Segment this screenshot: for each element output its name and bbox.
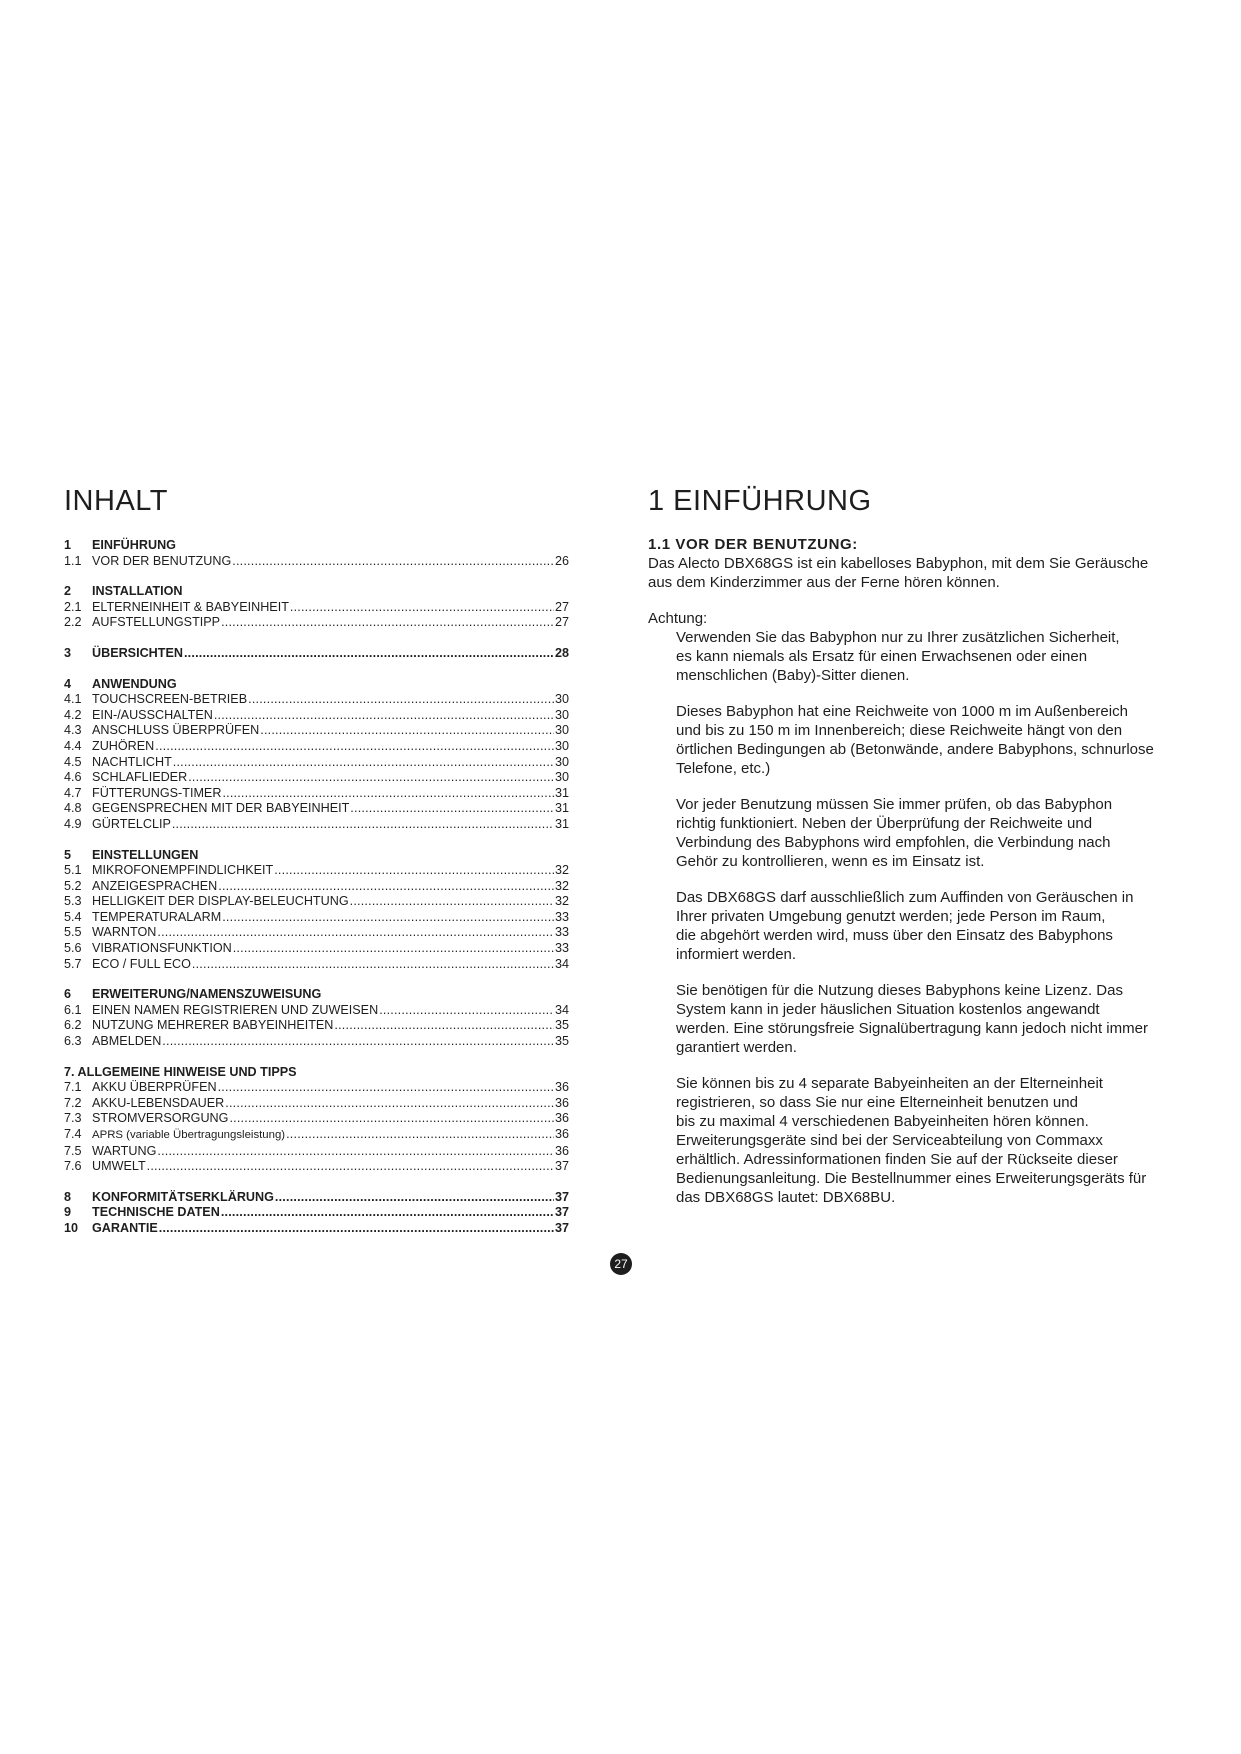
toc-page: 35: [554, 1018, 569, 1033]
toc-leader-dots: [222, 786, 554, 802]
paragraph-line: Ihrer privaten Umgebung genutzt werden; jede Person im Raum,: [676, 908, 1106, 925]
toc-leader-dots: [173, 755, 554, 771]
toc-number: 7.1: [64, 1080, 82, 1095]
toc-page: 36: [554, 1095, 569, 1110]
paragraph-line: und bis zu 150 m im Innenbereich; diese Reichweite hängt von den: [676, 722, 1123, 739]
paragraph-line: Telefone, etc.): [676, 760, 771, 777]
toc-leader-dots: [162, 1034, 554, 1050]
toc-section-heading: [64, 848, 569, 864]
paragraph-line: Erweiterungsgeräte sind bei der Serviceabteilung von Commaxx: [676, 1132, 1103, 1149]
toc-label: KONFORMITÄTSERKLÄRUNG: [92, 1189, 274, 1204]
toc-leader-dots: [379, 1003, 554, 1019]
toc-label: AKKU ÜBERPRÜFEN: [92, 1080, 217, 1095]
toc-page: 35: [554, 1034, 569, 1049]
toc-chapter-entry: [64, 1221, 569, 1237]
intro-line: Das Alecto DBX68GS ist ein kabelloses Babyphon, mit dem Sie Geräusche: [648, 555, 1149, 572]
toc-number: 4.4: [64, 738, 82, 753]
toc-chapter-entry: [64, 1190, 569, 1206]
toc-page: 34: [554, 956, 569, 971]
toc-label: ANWENDUNG: [92, 676, 177, 691]
toc-section: [64, 1065, 569, 1175]
toc-number: 5.7: [64, 956, 82, 971]
toc-label: AKKU-LEBENSDAUER: [92, 1095, 225, 1110]
toc-number: 5.2: [64, 878, 82, 893]
introduction-section: [648, 484, 1188, 1224]
toc-entry: [64, 1144, 569, 1160]
toc-sections: [64, 538, 569, 1237]
toc-number: 4.1: [64, 692, 82, 707]
toc-label: APRS (variable Übertragungsleistung): [92, 1129, 286, 1141]
toc-number: 5.4: [64, 909, 82, 924]
table-of-contents: [64, 484, 569, 1237]
toc-number: 10: [64, 1220, 79, 1235]
toc-section-heading: [64, 538, 569, 554]
toc-label: ANSCHLUSS ÜBERPRÜFEN: [92, 723, 260, 738]
toc-label: GARANTIE: [92, 1220, 158, 1235]
toc-leader-dots: [229, 1111, 554, 1127]
toc-entry: [64, 723, 569, 739]
toc-section: [64, 538, 569, 569]
toc-number: 5: [64, 847, 72, 862]
toc-number: 2: [64, 584, 72, 599]
toc-page: 36: [554, 1143, 569, 1158]
toc-leader-dots: [222, 910, 554, 926]
toc-label: GEGENSPRECHEN MIT DER BABYEINHEIT: [92, 801, 350, 816]
toc-page: 33: [554, 941, 569, 956]
toc-label: ANZEIGESPRACHEN: [92, 878, 218, 893]
toc-leader-dots: [275, 1190, 554, 1206]
toc-number: 7.2: [64, 1095, 82, 1110]
toc-entry: [64, 1034, 569, 1050]
paragraph-line: System kann in jeder häuslichen Situation kostenlos angewandt: [676, 1001, 1100, 1018]
notice-paragraph: [676, 888, 1188, 964]
toc-section-heading: [64, 987, 569, 1003]
toc-section: [64, 646, 569, 662]
toc-number: 6: [64, 987, 72, 1002]
toc-page: 30: [554, 738, 569, 753]
achtung-label: Achtung:: [648, 610, 708, 627]
toc-label: EINFÜHRUNG: [92, 538, 176, 552]
toc-label: 7. ALLGEMEINE HINWEISE UND TIPPS: [64, 1064, 297, 1079]
toc-page: 37: [554, 1189, 569, 1204]
page-number-badge: 27: [610, 1253, 632, 1275]
toc-label: STROMVERSORGUNG: [92, 1111, 229, 1126]
toc-page: 27: [554, 615, 569, 630]
toc-page: 33: [554, 925, 569, 940]
toc-entry: [64, 1003, 569, 1019]
toc-number: 4.8: [64, 801, 82, 816]
toc-section: [64, 584, 569, 631]
toc-number: 6.2: [64, 1018, 82, 1033]
toc-number: 4.2: [64, 707, 82, 722]
toc-page: 37: [554, 1220, 569, 1235]
toc-number: 4.3: [64, 723, 82, 738]
paragraph-line: Bedienungsanleitung. Die Bestellnummer eines Erweiterungsgeräts für: [676, 1170, 1147, 1187]
toc-leader-dots: [232, 554, 554, 570]
toc-leader-dots: [248, 692, 554, 708]
paragraph-line: bis zu maximal 4 verschiedenen Babyeinheiten hören können.: [676, 1113, 1089, 1130]
toc-leader-dots: [334, 1018, 554, 1034]
toc-label: UMWELT: [92, 1159, 146, 1174]
toc-page: 33: [554, 909, 569, 924]
toc-label: SCHLAFLIEDER: [92, 770, 188, 785]
toc-number: 2.2: [64, 615, 82, 630]
toc-leader-dots: [218, 879, 554, 895]
toc-number: 1.1: [64, 553, 82, 568]
toc-number: 4.9: [64, 816, 82, 831]
toc-leader-dots: [159, 1221, 554, 1237]
toc-page: 30: [554, 692, 569, 707]
toc-label: VIBRATIONSFUNKTION: [92, 941, 232, 956]
paragraph-line: Sie benötigen für die Nutzung dieses Babyphons keine Lizenz. Das: [676, 982, 1123, 999]
notice-paragraph: [676, 628, 1188, 685]
toc-page: 30: [554, 723, 569, 738]
toc-page: 30: [554, 770, 569, 785]
toc-entry: [64, 708, 569, 724]
toc-entry: [64, 600, 569, 616]
toc-label: TECHNISCHE DATEN: [92, 1205, 220, 1220]
toc-section: [64, 848, 569, 973]
toc-page: 32: [554, 863, 569, 878]
toc-label: TOUCHSCREEN-BETRIEB: [92, 692, 248, 707]
notice-paragraph: [676, 702, 1188, 778]
paragraph-line: Dieses Babyphon hat eine Reichweite von 1000 m im Außenbereich: [676, 703, 1128, 720]
paragraph-line: Sie können bis zu 4 separate Babyeinheiten an der Elterneinheit: [676, 1075, 1103, 1092]
toc-label: ELTERNEINHEIT & BABYEINHEIT: [92, 599, 289, 614]
toc-entry: [64, 739, 569, 755]
toc-number: 7.4: [64, 1127, 82, 1141]
toc-number: 4: [64, 676, 72, 691]
toc-number: 6.1: [64, 1002, 82, 1017]
toc-entry: [64, 554, 569, 570]
subsection-title: 1.1 VOR DER BENUTZUNG:: [648, 536, 858, 553]
toc-label: NACHTLICHT: [92, 754, 172, 769]
toc-number: 6.3: [64, 1034, 82, 1049]
toc-leader-dots: [188, 770, 554, 786]
toc-number: 2.1: [64, 599, 82, 614]
toc-page: 27: [554, 599, 569, 614]
toc-number: 5.1: [64, 863, 82, 878]
toc-label: INSTALLATION: [92, 584, 183, 599]
toc-number: 7.5: [64, 1143, 82, 1158]
paragraph-line: richtig funktioniert. Neben der Überprüfung der Reichweite und: [676, 815, 1093, 832]
paragraph-line: es kann niemals als Ersatz für einen Erwachsenen oder einen: [676, 648, 1088, 665]
toc-leader-dots: [274, 863, 554, 879]
toc-leader-dots: [286, 1127, 554, 1143]
paragraph-line: Gehör zu kontrollieren, wenn es im Einsatz ist.: [676, 853, 985, 870]
toc-leader-dots: [221, 1205, 554, 1221]
toc-leader-dots: [225, 1096, 554, 1112]
toc-entry: [64, 1096, 569, 1112]
toc-leader-dots: [157, 925, 554, 941]
toc-entry: [64, 817, 569, 833]
toc-entry: [64, 755, 569, 771]
toc-label: EINSTELLUNGEN: [92, 847, 199, 862]
toc-leader-dots: [172, 817, 554, 833]
paragraph-line: registrieren, so dass Sie nur eine Elterneinheit benutzen und: [676, 1094, 1078, 1111]
toc-label: EIN-/AUSSCHALTEN: [92, 707, 213, 722]
paragraph-line: menschlichen (Baby)-Sitter dienen.: [676, 667, 910, 684]
toc-page: 31: [554, 801, 569, 816]
paragraph-line: garantiert werden.: [676, 1039, 797, 1056]
paragraph-line: Verwenden Sie das Babyphon nur zu Ihrer zusätzlichen Sicherheit,: [676, 629, 1120, 646]
toc-label: EINEN NAMEN REGISTRIEREN UND ZUWEISEN: [92, 1002, 379, 1017]
notice-paragraphs: [648, 628, 1188, 1207]
toc-page: 36: [554, 1111, 569, 1126]
toc-leader-dots: [350, 801, 554, 817]
toc-number: 8: [64, 1189, 72, 1204]
toc-entry: [64, 801, 569, 817]
toc-entry: [64, 786, 569, 802]
toc-section: [64, 677, 569, 833]
toc-leader-dots: [233, 941, 554, 957]
chapter-title: 1 EINFÜHRUNG: [648, 485, 872, 517]
toc-label: GÜRTELCLIP: [92, 816, 171, 831]
notice-paragraph: [676, 1074, 1188, 1207]
toc-number: 7.6: [64, 1159, 82, 1174]
toc-number: 4.6: [64, 770, 82, 785]
toc-page: 30: [554, 754, 569, 769]
toc-section-heading: [64, 646, 569, 662]
toc-entry: [64, 615, 569, 631]
toc-entry: [64, 1080, 569, 1096]
toc-entry: [64, 894, 569, 910]
toc-leader-dots: [157, 1144, 554, 1160]
toc-number: 5.3: [64, 894, 82, 909]
toc-label: ZUHÖREN: [92, 738, 155, 753]
toc-entry: [64, 1111, 569, 1127]
toc-entry: [64, 941, 569, 957]
toc-label: VOR DER BENUTZUNG: [92, 553, 232, 568]
intro-line: aus dem Kinderzimmer aus der Ferne hören können.: [648, 574, 1000, 591]
toc-number: 4.7: [64, 785, 82, 800]
toc-entry: [64, 910, 569, 926]
intro-paragraph: [648, 554, 1188, 592]
toc-entry: [64, 1159, 569, 1175]
toc-label: MIKROFONEMPFINDLICHKEIT: [92, 863, 274, 878]
paragraph-line: informiert werden.: [676, 946, 797, 963]
notice-paragraph: [676, 981, 1188, 1057]
toc-page: 32: [554, 878, 569, 893]
toc-leader-dots: [350, 894, 554, 910]
toc-title: INHALT: [64, 485, 168, 517]
toc-label: WARTUNG: [92, 1143, 157, 1158]
toc-number: 3: [64, 645, 72, 660]
toc-page: 37: [554, 1159, 569, 1174]
paragraph-line: erhältlich. Adressinformationen finden Sie auf der Rückseite dieser: [676, 1151, 1118, 1168]
toc-number: 9: [64, 1205, 72, 1220]
toc-label: ÜBERSICHTEN: [92, 645, 183, 660]
toc-leader-dots: [290, 600, 554, 616]
toc-number: 1: [64, 538, 72, 552]
toc-section-heading: [64, 677, 569, 693]
toc-leader-dots: [147, 1159, 554, 1175]
toc-leader-dots: [192, 957, 554, 973]
toc-number: 5.5: [64, 925, 82, 940]
toc-number: 4.5: [64, 754, 82, 769]
toc-chapter-entry: [64, 1205, 569, 1221]
toc-label: AUFSTELLUNGSTIPP: [92, 615, 221, 630]
toc-leader-dots: [221, 615, 554, 631]
toc-label: NUTZUNG MEHRERER BABYEINHEITEN: [92, 1018, 334, 1033]
toc-entry: [64, 863, 569, 879]
toc-label: ERWEITERUNG/NAMENSZUWEISUNG: [92, 987, 322, 1002]
toc-label: HELLIGKEIT DER DISPLAY-BELEUCHTUNG: [92, 894, 349, 909]
toc-label: ECO / FULL ECO: [92, 956, 191, 971]
paragraph-line: die abgehört werden wird, muss über den Einsatz des Babyphons: [676, 927, 1113, 944]
toc-page: 36: [554, 1080, 569, 1095]
toc-page: 32: [554, 894, 569, 909]
toc-section: [64, 1190, 569, 1237]
paragraph-line: örtlichen Bedingungen ab (Betonwände, andere Babyphons, schnurlose: [676, 741, 1154, 758]
toc-leader-dots: [155, 739, 554, 755]
notice-paragraph: [676, 795, 1188, 871]
toc-label: TEMPERATURALARM: [92, 909, 222, 924]
toc-section-heading: [64, 584, 569, 600]
toc-entry: [64, 1018, 569, 1034]
toc-page: 36: [554, 1127, 569, 1141]
paragraph-line: werden. Eine störungsfreie Signalübertragung kann jedoch nicht immer: [676, 1020, 1148, 1037]
toc-label: WARNTON: [92, 925, 157, 940]
toc-page: 28: [554, 645, 569, 660]
paragraph-line: Verbindung des Babyphons wird empfohlen, die Verbindung nach: [676, 834, 1111, 851]
toc-page: 26: [554, 553, 569, 568]
toc-page: 37: [554, 1205, 569, 1220]
toc-entry: [64, 925, 569, 941]
paragraph-line: das DBX68GS lautet: DBX68BU.: [676, 1189, 896, 1206]
toc-leader-dots: [214, 708, 554, 724]
toc-label: ABMELDEN: [92, 1034, 162, 1049]
toc-page: 34: [554, 1002, 569, 1017]
toc-leader-dots: [184, 646, 554, 662]
toc-page: 30: [554, 707, 569, 722]
toc-label: FÜTTERUNGS-TIMER: [92, 785, 222, 800]
toc-leader-dots: [260, 723, 554, 739]
paragraph-line: Vor jeder Benutzung müssen Sie immer prüfen, ob das Babyphon: [676, 796, 1113, 813]
toc-section-heading: [64, 1065, 569, 1081]
toc-page: 31: [554, 785, 569, 800]
toc-entry: [64, 957, 569, 973]
toc-entry: [64, 879, 569, 895]
toc-entry: [64, 770, 569, 786]
toc-section: [64, 987, 569, 1049]
paragraph-line: Das DBX68GS darf ausschließlich zum Auffinden von Geräuschen in: [676, 889, 1134, 906]
toc-number: 5.6: [64, 941, 82, 956]
toc-entry: [64, 692, 569, 708]
toc-leader-dots: [218, 1080, 554, 1096]
toc-entry: [64, 1127, 569, 1144]
toc-number: 7.3: [64, 1111, 82, 1126]
toc-page: 31: [554, 816, 569, 831]
